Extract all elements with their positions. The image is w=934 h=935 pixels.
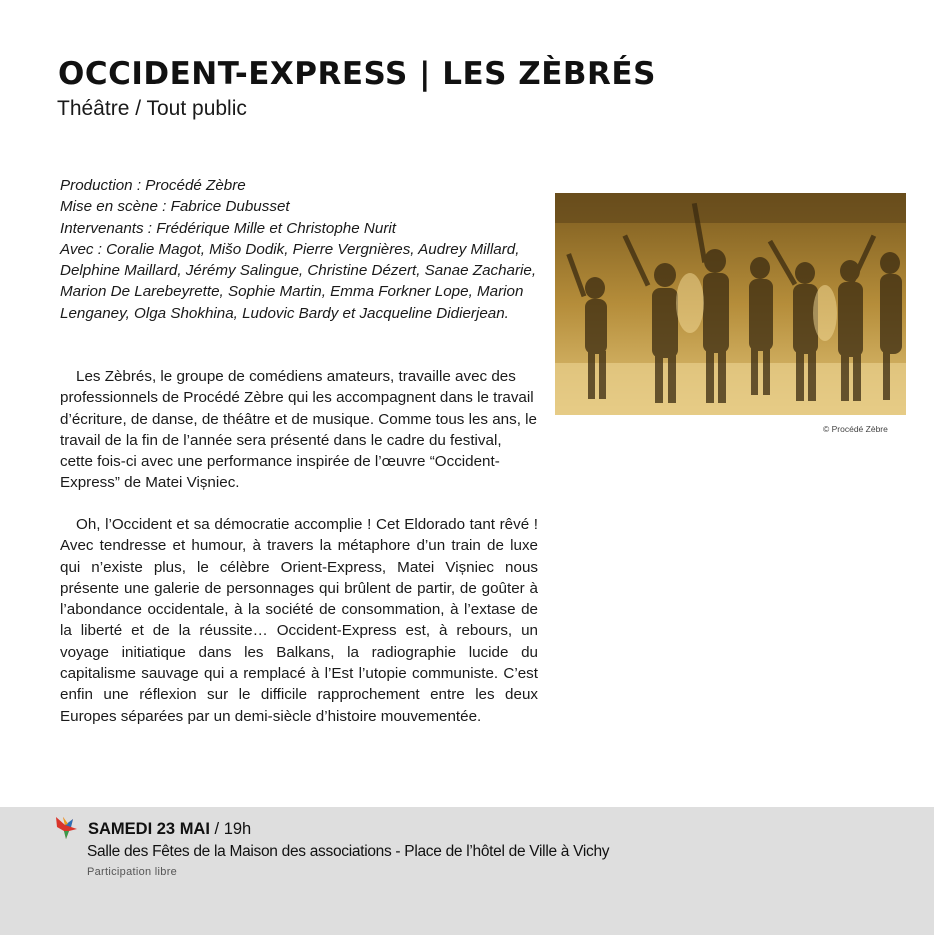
- event-date-day: SAMEDI 23 MAI: [88, 820, 210, 838]
- credits-block: [60, 175, 540, 324]
- photo-credit: © Procédé Zèbre: [823, 424, 888, 434]
- page-subtitle: Théâtre / Tout public: [57, 97, 247, 120]
- bird-icon: [53, 813, 81, 841]
- credit-speakers: Intervenants : Frédérique Mille et Christophe Nurit: [60, 219, 396, 237]
- performance-photo-image: [555, 193, 906, 415]
- credit-production: Production : Procédé Zèbre: [60, 177, 246, 194]
- page-title: OCCIDENT-EXPRESS | LES ZÈBRÉS: [58, 56, 656, 92]
- date-separator: /: [209, 820, 224, 838]
- credit-cast: Avec : Coralie Magot, Mišo Dodik, Pierre Vergnières, Audrey Millard, Delphine Maillard, Jérémy Salingue, Christine Dézert, Sanae Zacharie, Marion De Larebeyrette, Sophie Martin, Emma Forkner Lope, Marion Lenganey, Olga Shokhina, Ludovic Bardy et Jacqueline Didierjean.: [60, 240, 537, 322]
- event-time: 19h: [223, 820, 252, 838]
- description-paragraph-2: Oh, l’Occident et sa démocratie accomplie ! Cet Eldorado tant rêvé ! Avec tendresse et humour, à travers la métaphore d’un train de luxe qui n’existe plus, le célèbre Orient-Express, Matei Vișniec nous présente une galerie de personnages qui brûlent de partir, de goûter à l’abondance occidentale, à la société de consommation, à l’extase de la liberté et de la réussite… Occident-Express est, à rebours, un voyage initiatique dans les Balkans, la radiographie lucide du capitalisme sauvage qui a remplacé à l’Est l’utopie communiste. C’est enfin une réflexion sur le difficile rapprochement entre les deux Europes séparées par un demi-siècle d’histoire mouvementée.: [60, 516, 538, 725]
- credit-direction: Mise en scène : Fabrice Dubusset: [60, 198, 290, 216]
- performance-photo: [555, 193, 906, 415]
- event-venue: Salle des Fêtes de la Maison des associations - Place de l’hôtel de Ville à Vichy: [87, 843, 610, 860]
- event-date: [88, 820, 251, 839]
- event-entry: Participation libre: [87, 866, 178, 878]
- description-paragraph-1: Les Zèbrés, le groupe de comédiens amateurs, travaille avec des professionnels de Procédé Zèbre qui les accompagnent dans le travail d’écriture, de danse, de théâtre et de musique. Comme tous les ans, le travail de la fin de l’année sera présenté dans le cadre du festival, cette fois-ci avec une performance inspirée de l’œuvre “Occident-Express” de Matei Vișniec.: [60, 368, 537, 492]
